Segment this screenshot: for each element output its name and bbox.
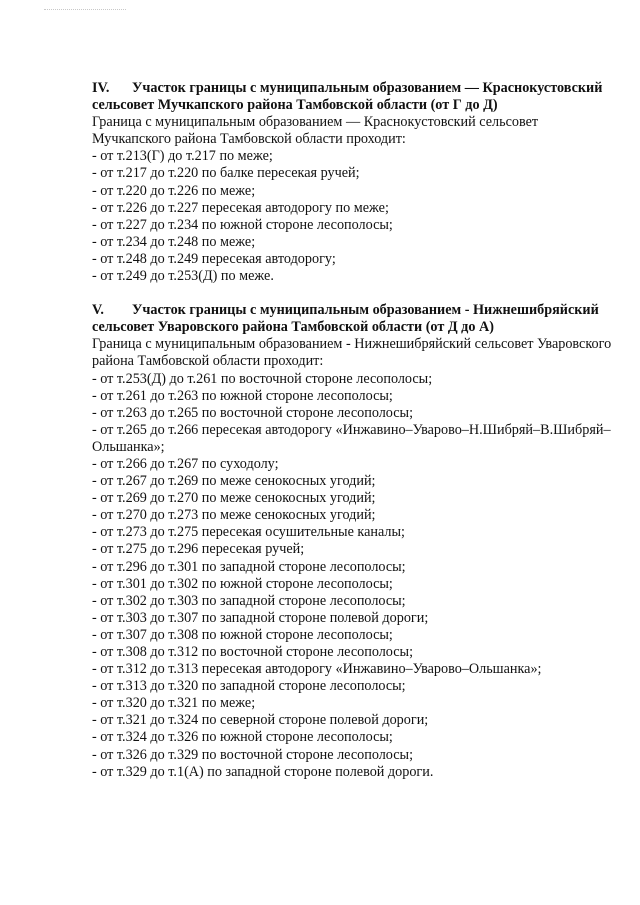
section-v [92,302,612,781]
section-heading [92,302,612,336]
boundary-segment-item: - от т.213(Г) до т.217 по меже; [92,148,273,165]
boundary-segment-item: - от т.253(Д) до т.261 по восточной стороне лесополосы; [92,370,433,387]
boundary-segment-item: - от т.301 до т.302 по южной стороне лесополосы; [92,575,393,592]
section-number: IV. [92,80,110,96]
boundary-segment-item: - от т.227 до т.234 по южной стороне лесополосы; [92,216,393,233]
boundary-segment-item: - от т.303 до т.307 по западной стороне полевой дороги; [92,609,429,626]
boundary-segment-item: - от т.308 до т.312 по восточной стороне лесополосы; [92,644,414,660]
boundary-segment-item: - от т.296 до т.301 по западной стороне лесополосы; [92,558,406,575]
boundary-segment-item: - от т.275 до т.296 пересекая ручей; [92,541,305,558]
boundary-segment-item: - от т.307 до т.308 по южной стороне лесополосы; [92,626,393,643]
boundary-segment-item: - от т.249 до т.253(Д) по меже. [92,268,274,285]
section-number: V. [92,302,104,319]
boundary-segment-item: - от т.313 до т.320 по западной стороне лесополосы; [92,678,406,695]
section-intro: Граница с муниципальным образованием - Нижнешибряйский сельсовет Уваровского района Тамбовской области проходит: [92,336,612,370]
document-content [92,80,612,781]
boundary-segment-item: - от т.302 до т.303 по западной стороне лесополосы; [92,592,406,609]
section-intro: Граница с муниципальным образованием — Краснокустовский сельсовет Мучкапского района Тамбовской области проходит: [92,114,539,148]
boundary-segment-item: - от т.326 до т.329 по восточной стороне лесополосы; [92,746,414,763]
boundary-segment-list [92,371,612,781]
boundary-segment-item: - от т.321 до т.324 по северной стороне полевой дороги; [92,712,429,729]
boundary-segment-item: - от т.220 до т.226 по меже; [92,182,256,199]
boundary-segment-item: - от т.248 до т.249 пересекая автодорогу; [92,250,336,267]
boundary-segment-item: - от т.261 до т.263 по южной стороне лесополосы; [92,387,393,404]
scan-artifact-mark [44,9,126,12]
boundary-segment-item: - от т.270 до т.273 по меже сенокосных угодий; [92,507,376,524]
boundary-segment-item: - от т.267 до т.269 по меже сенокосных угодий; [92,473,376,490]
section-iv [92,80,612,285]
boundary-segment-list [92,148,612,285]
boundary-segment-item: - от т.265 до т.266 пересекая автодорогу «Инжавино–Уварово–Н.Шибряй–В.Шибряй–Ольшанка»; [92,421,611,455]
boundary-segment-item: - от т.324 до т.326 по южной стороне лесополосы; [92,729,393,746]
boundary-segment-item: - от т.234 до т.248 по меже; [92,233,256,250]
boundary-segment-item: - от т.329 до т.1(А) по западной стороне полевой дороги. [92,763,434,780]
boundary-segment-item: - от т.226 до т.227 пересекая автодорогу по меже; [92,199,389,216]
section-title: Участок границы с муниципальным образованием — Краснокустовский сельсовет Мучкапского района Тамбовской области (от Г до Д) [92,80,603,114]
boundary-segment-item: - от т.263 до т.265 по восточной стороне лесополосы; [92,404,414,421]
boundary-segment-item: - от т.217 до т.220 по балке пересекая ручей; [92,165,360,182]
boundary-segment-item: - от т.312 до т.313 пересекая автодорогу «Инжавино–Уварово–Ольшанка»; [92,661,542,678]
boundary-segment-item: - от т.266 до т.267 по суходолу; [92,455,279,472]
section-title: Участок границы с муниципальным образованием - Нижнешибряйский сельсовет Уваровского района Тамбовской области (от Д до А) [92,302,599,336]
boundary-segment-item: - от т.269 до т.270 по меже сенокосных угодий; [92,490,376,507]
boundary-segment-item: - от т.320 до т.321 по меже; [92,695,256,712]
section-heading [92,80,612,114]
boundary-segment-item: - от т.273 до т.275 пересекая осушительные каналы; [92,524,405,541]
